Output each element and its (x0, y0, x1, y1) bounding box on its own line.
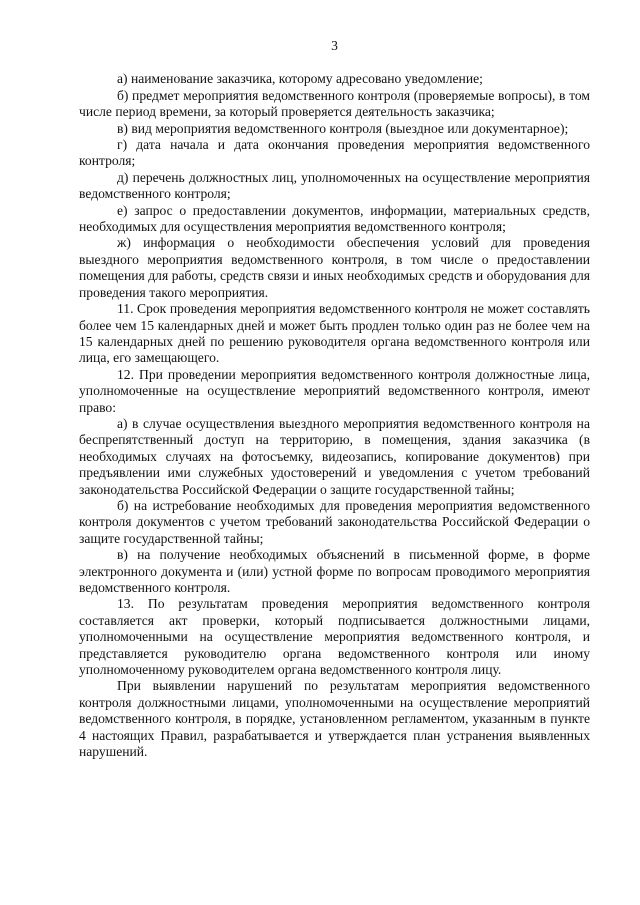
clause-d-officials: д) перечень должностных лиц, уполномоченных на осуществление мероприятия ведомственного контроля; (79, 169, 590, 202)
clause-v-type: в) вид мероприятия ведомственного контроля (выездное или документарное); (117, 120, 569, 136)
section-12-clause-v: в) на получение необходимых объяснений в письменной форме, в форме электронного документа и (или) устной форме по вопросам проводимого мероприятия ведомственного контроля. (79, 547, 590, 595)
section-11-term: 11. Срок проведения мероприятия ведомственного контроля не может составлять более чем 15 календарных дней и может быть продлен только один раз не более чем на 15 календарных дней по решению руководителя органа ведомственного контроля или лица, его замещающего. (79, 301, 590, 366)
section-13-act: 13. По результатам проведения мероприятия ведомственного контроля составляется акт проверки, который подписывается должностными лицами, уполномоченными на осуществление мероприятия ведомственного контроля, и представляется руководителю органа ведомственного контроля или иному уполномоченному руководителем органа ведомственного контроля лицу. (79, 596, 590, 678)
violations-plan-paragraph: При выявлении нарушений по результатам мероприятия ведомственного контроля должностными лицами, уполномоченными на осуществление мероприятий ведомственного контроля, в порядке, установленном регламентом, указанным в пункте 4 настоящих Правил, разрабатывается и утверждается план устранения выявленных нарушений. (79, 678, 590, 760)
clause-e-request: е) запрос о предоставлении документов, информации, материальных средств, необходимых для осуществления мероприятия ведомственного контроля; (79, 202, 590, 235)
page-number: 3 (331, 38, 338, 53)
clause-b-subject: б) предмет мероприятия ведомственного контроля (проверяемые вопросы), в том числе период времени, за который проверяется деятельность заказчика; (79, 87, 590, 120)
section-12-clause-a: а) в случае осуществления выездного мероприятия ведомственного контроля на беспрепятственный доступ на территорию, в помещения, здания заказчика (в необходимых случаях на фотосъемку, видеозапись, копирование документов) при предъявлении ими служебных удостоверений и уведомления с учетом требований законодательства Российской Федерации о защите государственной тайны; (79, 415, 590, 497)
clause-a-customer-name: а) наименование заказчика, которому адресовано уведомление; (117, 71, 483, 87)
section-12-rights: 12. При проведении мероприятия ведомственного контроля должностные лица, уполномоченные на осуществление мероприятий ведомственного контроля, имеют право: (79, 366, 590, 415)
section-12-clause-b: б) на истребование необходимых для проведения мероприятия ведомственного контроля документов с учетом требований законодательства Российской Федерации о защите государственной тайны; (79, 497, 590, 546)
clause-zh-conditions: ж) информация о необходимости обеспечения условий для проведения выездного мероприятия ведомственного контроля, в том числе о предоставлении помещения для работы, средств связи и иных необходимых средств и оборудования для проведения такого мероприятия. (79, 235, 590, 300)
clause-g-dates: г) дата начала и дата окончания проведения мероприятия ведомственного контроля; (79, 137, 590, 169)
